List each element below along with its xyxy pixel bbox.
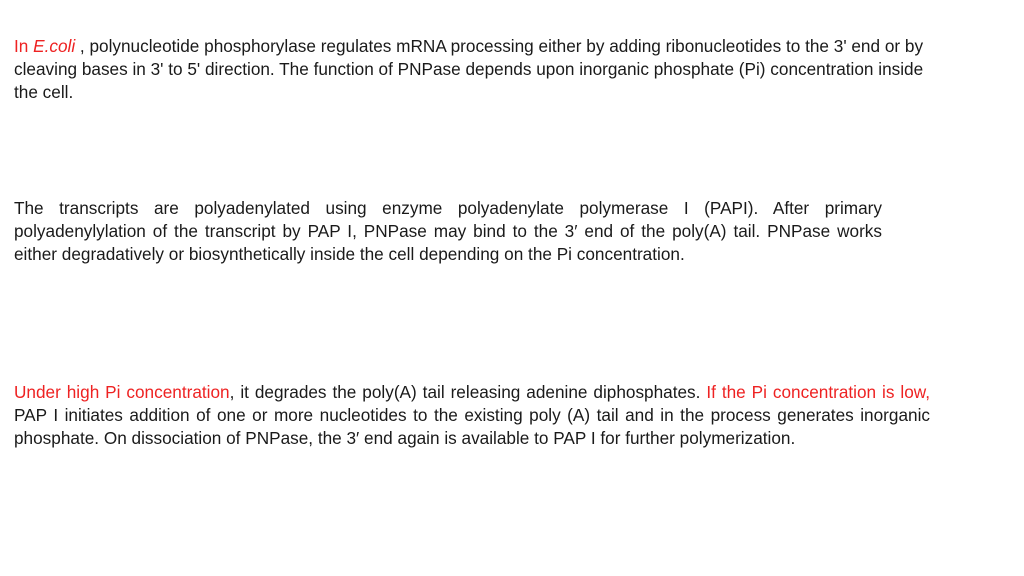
paragraph-1-body: , polynucleotide phosphorylase regulates mRNA processing either by adding ribonucleotides to the 3' end or by cleaving bases in 3' to 5' direction. The function of PNPase depends upon inorganic phosphate (Pi) concentration inside the cell. xyxy=(14,36,924,103)
paragraph-3-middle: , it degrades the poly(A) tail releasing adenine diphosphates. xyxy=(229,382,707,402)
paragraph-2-body: The transcripts are polyadenylated using enzyme polyadenylate polymerase I (PAPI). After primary polyadenylylation of the transcript by PAP I, PNPase may bind to the 3′ end of the poly(A) tail. PNPase works either degradatively or biosynthetically inside the cell depending on the Pi concentration. xyxy=(14,198,882,265)
paragraph-pi-concentration xyxy=(14,381,930,451)
ecoli-term: E.coli xyxy=(33,36,76,56)
low-pi-phrase: If the Pi concentration is low, xyxy=(706,382,930,402)
paragraph-ecoli-pnpase xyxy=(14,35,929,105)
intro-in-text: In xyxy=(14,36,34,56)
high-pi-phrase: Under high Pi concentration xyxy=(14,382,230,402)
paragraph-polyadenylation xyxy=(14,197,882,267)
paragraph-3-body: PAP I initiates addition of one or more nucleotides to the existing poly (A) tail and in the process generates inorganic phosphate. On dissociation of PNPase, the 3′ end again is available to PAP I for further polymerization. xyxy=(14,405,930,449)
